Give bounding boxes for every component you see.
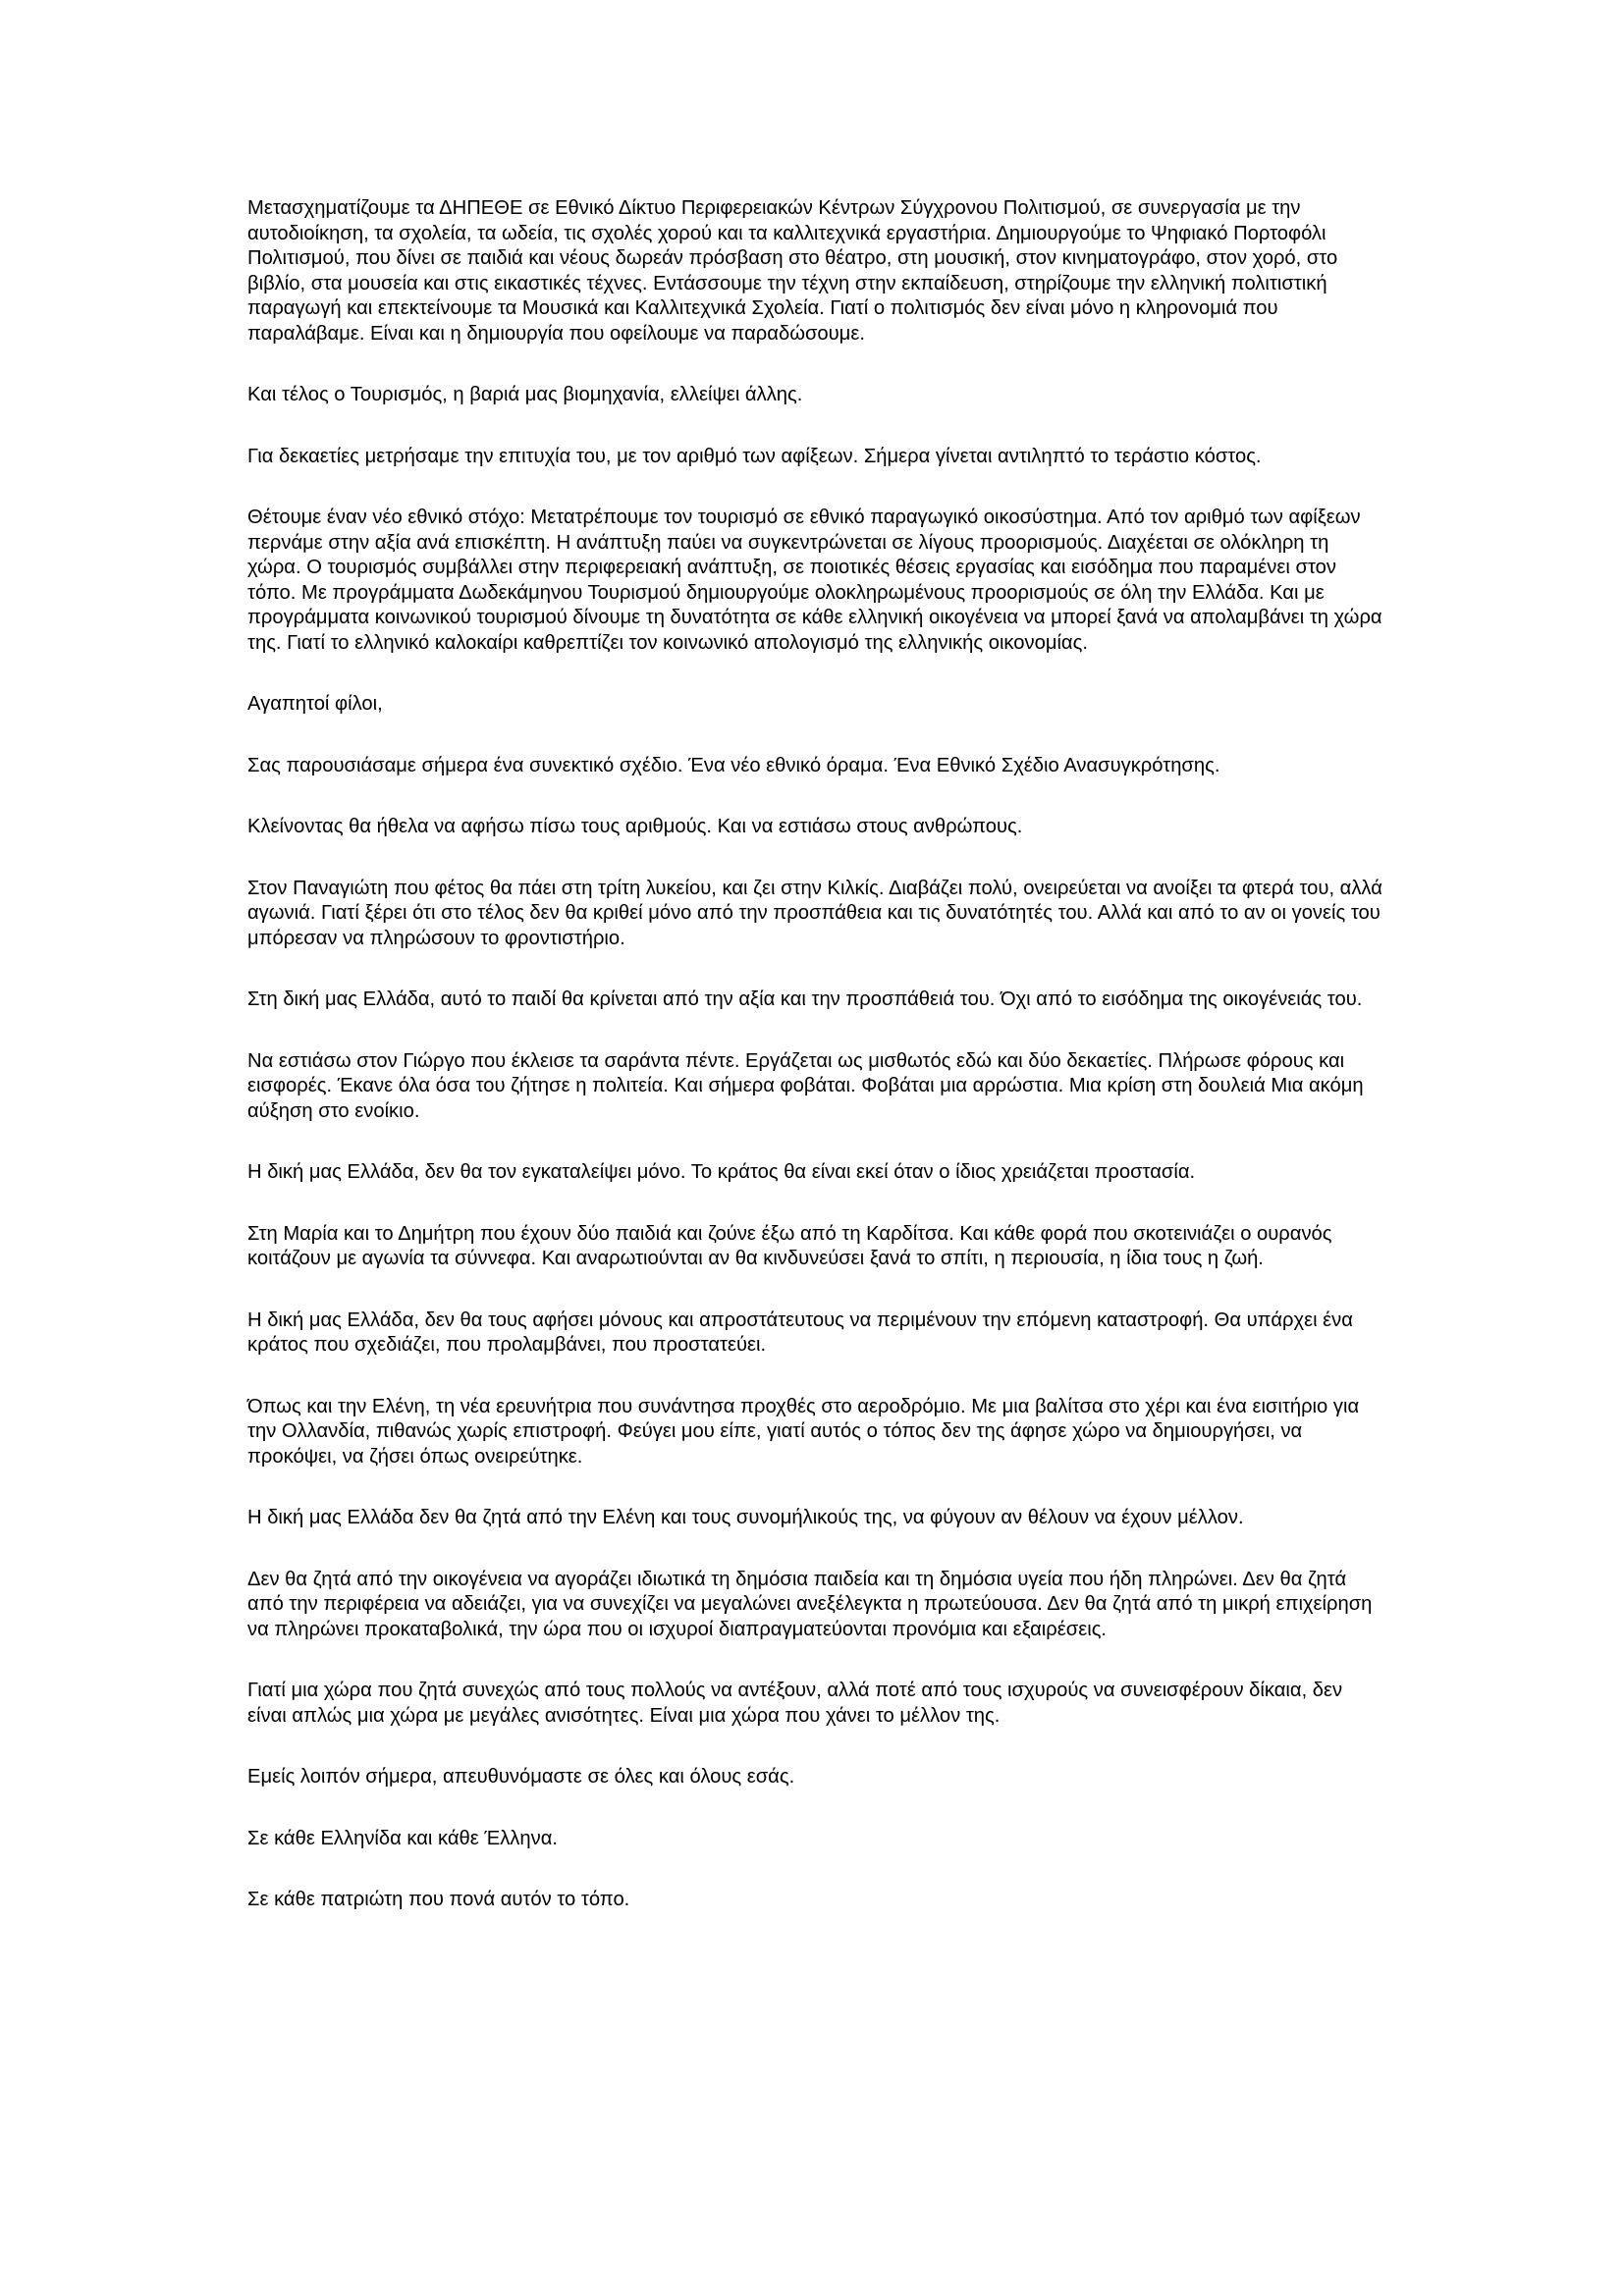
document-page — [247, 196, 1386, 1949]
paragraph-giorgos: Να εστιάσω στον Γιώργο που έκλεισε τα σαράντα πέντε. Εργάζεται ως μισθωτός εδώ και δύο δεκαετίες. Πλήρωσε φόρους και εισφορές. Έκανε όλα όσα του ζήτησε η πολιτεία. Και σήμερα φοβάται. Φοβάται μια αρρώστια. Μια κρίση στη δουλειά Μια ακόμη αύξηση στο ενοίκιο. — [247, 1049, 1364, 1122]
paragraph-maria-dimitris: Στη Μαρία και το Δημήτρη που έχουν δύο παιδιά και ζούνε έξω από τη Καρδίτσα. Και κάθε φορά που σκοτεινιάζει ο ουρανός κοιτάζουν με αγωνία τα σύννεφα. Και αναρωτιούνται αν θα κινδυνεύσει ξανά το σπίτι, η περιουσία, η ίδια τους η ζωή. — [247, 1222, 1332, 1269]
paragraph-maria-dimitris-promise: Η δική μας Ελλάδα, δεν θα τους αφήσει μόνους και απροστάτευτους να περιμένουν την επόμενη καταστροφή. Θα υπάρχει ένα κράτος που σχεδιάζει, που προλαμβάνει, που προστατεύει. — [247, 1308, 1353, 1356]
paragraph-plan-summary: Σας παρουσιάσαμε σήμερα ένα συνεκτικό σχέδιο. Ένα νέο εθνικό όραμα. Ένα Εθνικό Σχέδιο Ανασυγκρότησης. — [247, 754, 1220, 776]
paragraph-giorgos-promise: Η δική μας Ελλάδα, δεν θα τον εγκαταλείψει μόνο. Το κράτος θα είναι εκεί όταν ο ίδιος χρειάζεται προστασία. — [247, 1161, 1196, 1183]
paragraph-panagiotis-promise: Στη δική μας Ελλάδα, αυτό το παιδί θα κρίνεται από την αξία και την προσπάθειά του. Όχι από το εισόδημα της οικογένειάς του. — [247, 988, 1363, 1010]
paragraph-closing-intro: Κλείνοντας θα ήθελα να αφήσω πίσω τους αριθμούς. Και να εστιάσω στους ανθρώπους. — [247, 816, 1023, 837]
paragraph-tourism-goal: Θέτουμε έναν νέο εθνικό στόχο: Μετατρέπουμε τον τουρισμό σε εθνικό παραγωγικό οικοσύστημα. Από τον αριθμό των αφίξεων περνάμε στην αξία ανά επισκέπτη. Η ανάπτυξη παύει να συγκεντρώνεται σε λίγους προορισμούς. Διαχέεται σε ολόκληρη τη χώρα. Ο τουρισμός συμβάλλει στην περιφερειακή ανάπτυξη, σε ποιοτικές θέσεις εργασίας και εισόδημα που παραμένει στον τόπο. Με προγράμματα Δωδεκάμηνου Τουρισμού δημιουργούμε ολοκληρωμένους προορισμούς σε όλη την Ελλάδα. Και με προγράμματα κοινωνικού τουρισμού δίνουμε τη δυνατότητα σε κάθε ελληνική οικογένεια να μπορεί ξανά να απολαμβάνει τη χώρα της. Γιατί το ελληνικό καλοκαίρι καθρεπτίζει τον κοινωνικό απολογισμό της ελληνικής οικονομίας. — [247, 507, 1382, 654]
paragraph-greeting: Αγαπητοί φίλοι, — [247, 693, 383, 715]
paragraph-panagiotis: Στον Παναγιώτη που φέτος θα πάει στη τρίτη λυκείου, και ζει στην Κιλκίς. Διαβάζει πολύ, ονειρεύεται να ανοίξει τα φτερά του, αλλά αγωνιά. Γιατί ξέρει ότι στο τέλος δεν θα κριθεί μόνο από την προσπάθεια και τις δυνατότητές του. Αλλά και από το αν οι γονείς του μπόρεσαν να πληρώσουν το φροντιστήριο. — [247, 877, 1382, 949]
paragraph-every-patriot: Σε κάθε πατριώτη που πονά αυτόν το τόπο. — [247, 1889, 630, 1910]
paragraph-eleni-promise: Η δική μας Ελλάδα δεν θα ζητά από την Ελένη και τους συνομήλικούς της, να φύγουν αν θέλουν να έχουν μέλλον. — [247, 1507, 1244, 1528]
paragraph-inequality: Γιατί μια χώρα που ζητά συνεχώς από τους πολλούς να αντέξουν, αλλά ποτέ από τους ισχυρούς να συνεισφέρουν δίκαια, δεν είναι απλώς μια χώρα με μεγάλες ανισότητες. Είναι μια χώρα που χάνει το μέλλον της. — [247, 1680, 1343, 1727]
paragraph-culture: Μετασχηματίζουμε τα ΔΗΠΕΘΕ σε Εθνικό Δίκτυο Περιφερειακών Κέντρων Σύγχρονου Πολιτισμού, σε συνεργασία με την αυτοδιοίκηση, τα σχολεία, τα ωδεία, τις σχολές χορού και τα καλλιτεχνικά εργαστήρια. Δημιουργούμε το Ψηφιακό Πορτοφόλι Πολιτισμού, που δίνει σε παιδιά και νέους δωρεάν πρόσβαση στο θέατρο, στη μουσική, στον κινηματογράφο, στον χορό, στο βιβλίο, στα μουσεία και στις εικαστικές τέχνες. Εντάσσουμε την τέχνη στην εκπαίδευση, στηρίζουμε την ελληνική πολιτιστική παραγωγή και επεκτείνουμε τα Μουσικά και Καλλιτεχνικά Σχολεία. Γιατί ο πολιτισμός δεν είναι μόνο η κληρονομιά που παραλάβαμε. Είναι και η δημιουργία που οφείλουμε να παραδώσουμε. — [247, 197, 1338, 345]
paragraph-address-all: Εμείς λοιπόν σήμερα, απευθυνόμαστε σε όλες και όλους εσάς. — [247, 1766, 795, 1788]
paragraph-will-not-ask: Δεν θα ζητά από την οικογένεια να αγοράζει ιδιωτικά τη δημόσια παιδεία και τη δημόσια υγεία που ήδη πληρώνει. Δεν θα ζητά από την περιφέρεια να αδειάζει, για να συνεχίζει να μεγαλώνει ανεξέλεγκτα η πρωτεύουσα. Δεν θα ζητά από τη μικρή επιχείρηση να πληρώνει προκαταβολικά, την ώρα που οι ισχυροί διαπραγματεύονται προνόμια και εξαιρέσεις. — [247, 1568, 1373, 1640]
paragraph-tourism-intro: Και τέλος ο Τουρισμός, η βαριά μας βιομηχανία, ελλείψει άλλης. — [247, 384, 803, 405]
paragraph-every-greek: Σε κάθε Ελληνίδα και κάθε Έλληνα. — [247, 1827, 559, 1849]
paragraph-eleni: Όπως και την Ελένη, τη νέα ερευνήτρια που συνάντησα προχθές στο αεροδρόμιο. Με μια βαλίτσα στο χέρι και ένα εισιτήριο για την Ολλανδία, πιθανώς χωρίς επιστροφή. Φεύγει μου είπε, γιατί αυτός ο τόπος δεν της άφησε χώρο να δημιουργήσει, να προκόψει, να ζήσει όπως ονειρεύτηκε. — [247, 1395, 1360, 1468]
paragraph-tourism-cost: Για δεκαετίες μετρήσαμε την επιτυχία του, με τον αριθμό των αφίξεων. Σήμερα γίνεται αντιληπτό το τεράστιο κόστος. — [247, 445, 1262, 467]
